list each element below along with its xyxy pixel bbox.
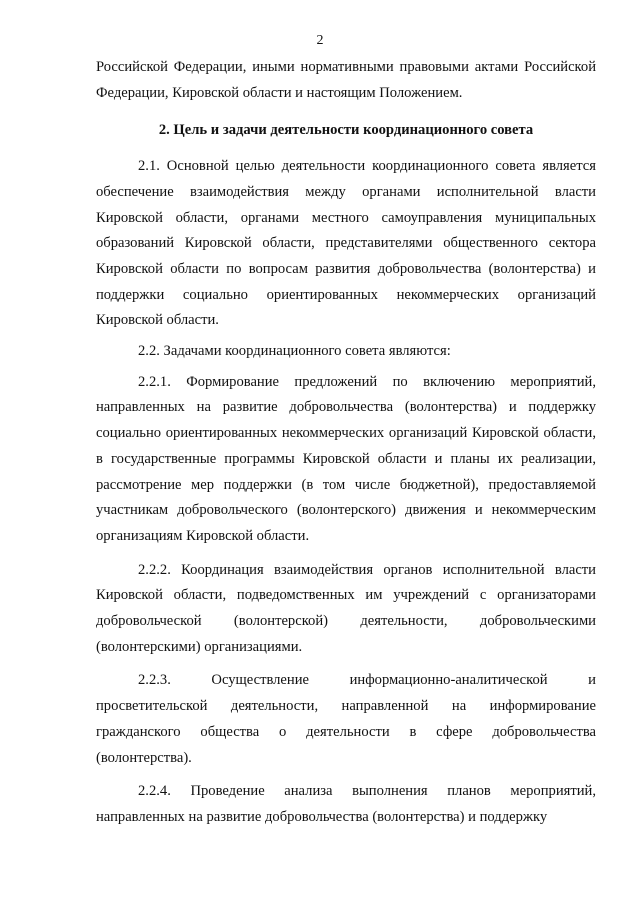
intro-paragraph: Российской Федерации, иными нормативными правовыми актами Российской Федерации, Кировской области и настоящим Положением.	[96, 59, 596, 101]
paragraph-2-2-2: 2.2.2. Координация взаимодействия органов исполнительной власти Кировской области, подведомственных им учреждений с организаторами добровольческой (волонтерской) деятельности, добровольческими (волонтерскими) организациями.	[96, 561, 596, 655]
paragraph-2-1: 2.1. Основной целью деятельности координационного совета является обеспечение взаимодействия между органами исполнительной власти Кировской области, органами местного самоуправления муниципальных образований Кировской области, представителями общественного сектора Кировской области по вопросам развития добровольчества (волонтерства) и поддержки социально ориентированных некоммерческих организаций Кировской области.	[96, 158, 596, 329]
paragraph-2-2-3: 2.2.3. Осуществление информационно-аналитической и просветительской деятельности, направленной на информирование гражданского общества о деятельности в сфере добровольчества (волонтерства).	[96, 672, 596, 766]
page-number: 2	[316, 33, 324, 48]
paragraph-2-2: 2.2. Задачами координационного совета являются:	[138, 343, 451, 360]
paragraph-2-2-4: 2.2.4. Проведение анализа выполнения планов мероприятий, направленных на развитие добровольчества (волонтерства) и поддержку	[96, 783, 596, 825]
document-body	[96, 55, 596, 831]
section-heading: 2. Цель и задачи деятельности координационного совета	[158, 122, 534, 139]
paragraph-2-2-1: 2.2.1. Формирование предложений по включению мероприятий, направленных на развитие добровольчества (волонтерства) и поддержку социально ориентированных некоммерческих организаций Кировской области, в государственные программы Кировской области и планы их реализации, рассмотрение мер поддержки (в том числе бюджетной), предоставляемой участникам добровольческого (волонтерского) движения и некоммерческим организациям Кировской области.	[96, 373, 596, 544]
